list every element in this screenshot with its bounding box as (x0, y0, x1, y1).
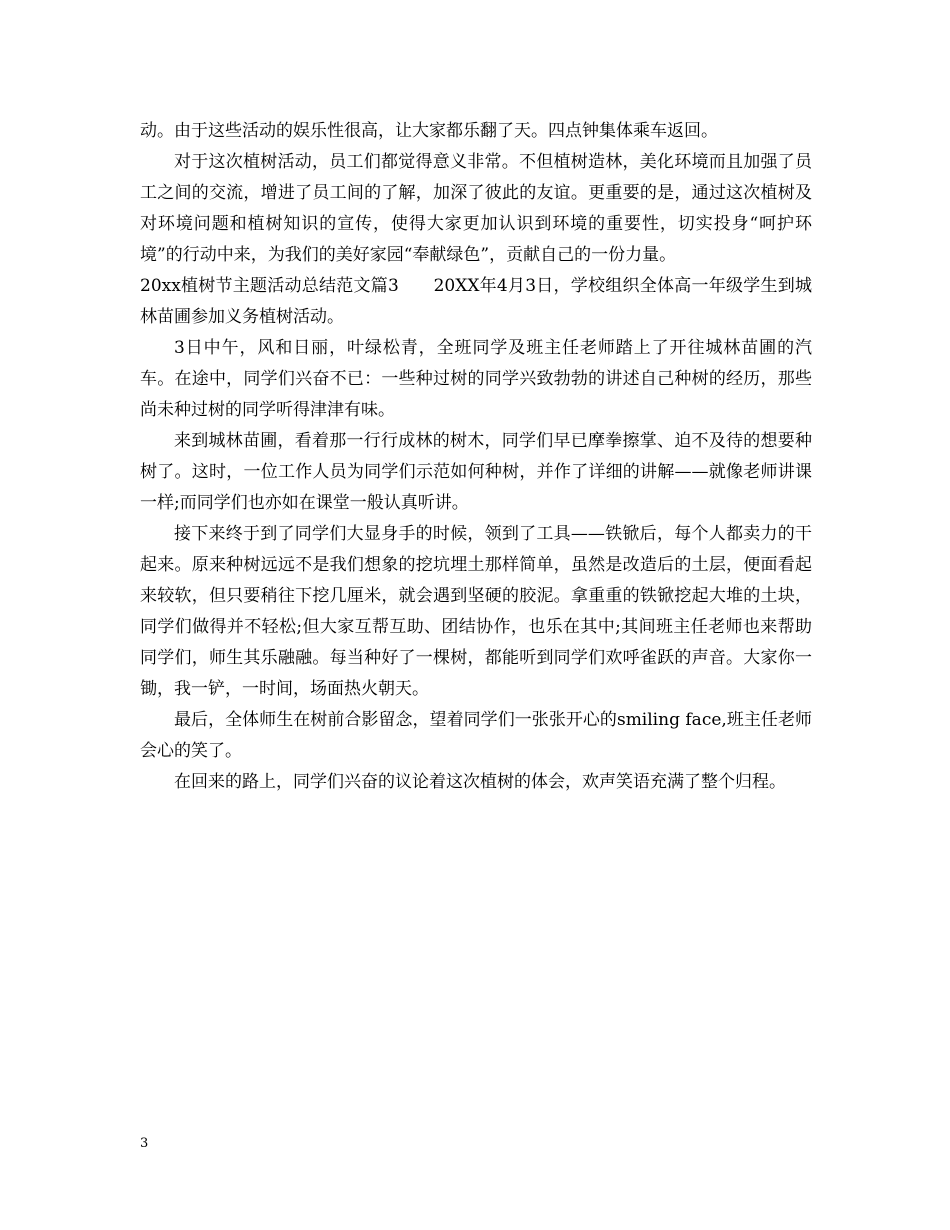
paragraph-2: 对于这次植树活动，员工们都觉得意义非常。不但植树造林，美化环境而且加强了员工之间的交流，增进了员工间的了解，加深了彼此的友谊。更重要的是，通过这次植树及对环境问题和植树知识的宣传，使得大家更加认识到环境的重要性，切实投身“呵护环境”的行动中来，为我们的美好家园“奉献绿色”，贡献自己的一份力量。 (140, 152, 812, 265)
paragraph-1: 动。由于这些活动的娱乐性很高，让大家都乐翻了天。四点钟集体乘车返回。 (140, 121, 718, 141)
paragraph-8: 在回来的路上，同学们兴奋的议论着这次植树的体会，欢声笑语充满了整个归程。 (174, 772, 786, 792)
paragraph-5: 来到城林苗圃，看着那一行行成林的树木，同学们早已摩拳擦掌、迫不及待的想要种树了。这时，一位工作人员为同学们示范如何种树，并作了详细的讲解——就像老师讲课一样;而同学们也亦如在课堂一般认真听讲。 (140, 431, 812, 513)
document-body (140, 116, 812, 798)
paragraph-7: 最后，全体师生在树前合影留念，望着同学们一张张开心的smiling face,班主任老师会心的笑了。 (140, 710, 812, 761)
paragraph-4: 3日中午，风和日丽，叶绿松青，全班同学及班主任老师踏上了开往城林苗圃的汽车。在途中，同学们兴奋不已：一些种过树的同学兴致勃勃的讲述自己种树的经历，那些尚未种过树的同学听得津津有味。 (140, 338, 812, 420)
paragraph-6: 接下来终于到了同学们大显身手的时候，领到了工具——铁锨后，每个人都卖力的干起来。原来种树远远不是我们想象的挖坑埋土那样简单，虽然是改造后的土层，便面看起来较软，但只要稍往下挖几厘米，就会遇到坚硬的胶泥。拿重重的铁锨挖起大堆的土块，同学们做得并不轻松;但大家互帮互助、团结协作，也乐在其中;其间班主任老师也来帮助同学们，师生其乐融融。每当种好了一棵树，都能听到同学们欢呼雀跃的声音。大家你一锄，我一铲，一时间，场面热火朝天。 (140, 524, 812, 699)
paragraph-3: 20xx植树节主题活动总结范文篇3 20XX年4月3日，学校组织全体高一年级学生到城林苗圃参加义务植树活动。 (140, 276, 812, 327)
page-number: 3 (140, 1136, 149, 1151)
